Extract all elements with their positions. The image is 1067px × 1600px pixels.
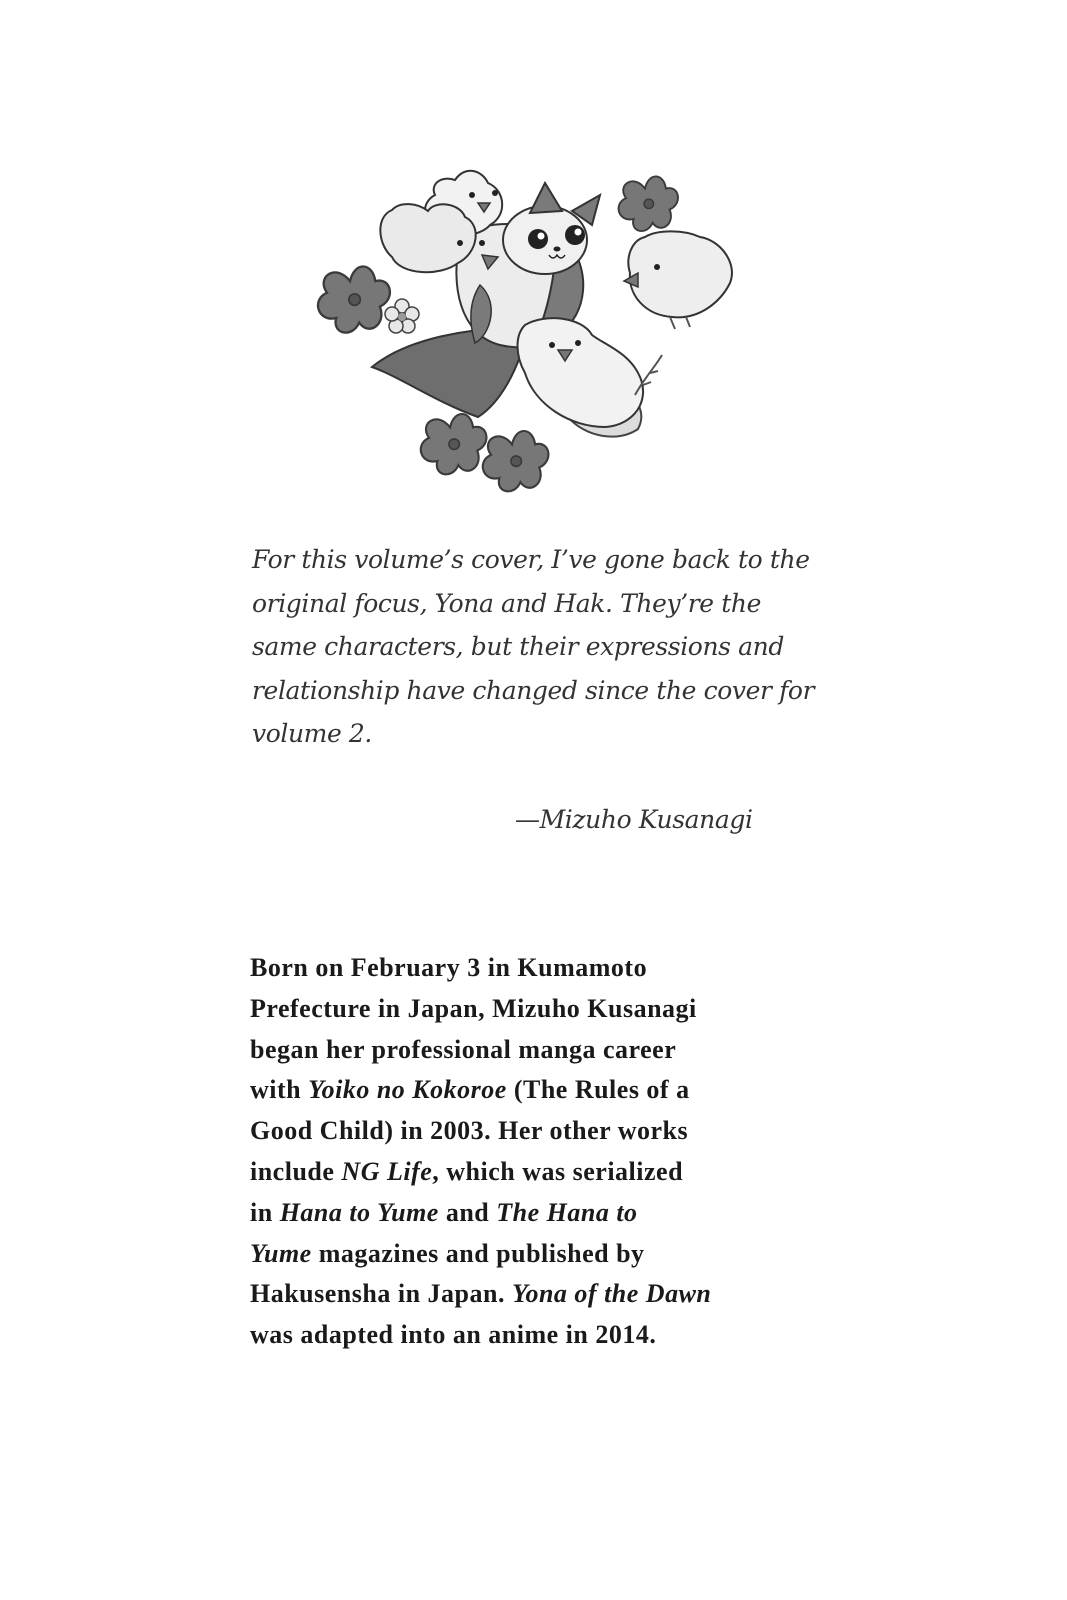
bio-line: began her professional manga career (250, 1034, 677, 1064)
bio-line: Hakusensha in Japan. Yona of the Dawn (250, 1279, 712, 1309)
author-signature: —Mizuho Kusanagi (515, 805, 753, 834)
chibi-animals-illustration (300, 145, 760, 500)
plum-blossom-icon (619, 176, 678, 231)
bio-line: Good Child) in 2003. Her other works (250, 1116, 689, 1146)
chick-character (624, 231, 732, 329)
note-line: relationship have changed since the cover for (252, 675, 815, 705)
magazine-title: Hana to Yume (279, 1197, 439, 1227)
note-line: volume 2. (252, 719, 372, 748)
magazine-title: The Hana to (496, 1197, 638, 1227)
author-note (252, 538, 815, 756)
note-line: same characters, but their expressions and (252, 632, 784, 661)
note-line: original focus, Yona and Hak. They’re the (252, 588, 761, 618)
bio-line: Yume magazines and published by (250, 1238, 645, 1268)
plum-blossom-icon (318, 267, 390, 333)
work-title: NG Life (341, 1156, 433, 1186)
bio-line: was adapted into an anime in 2014. (250, 1320, 657, 1350)
author-bio (250, 948, 810, 1356)
magazine-title: Yume (250, 1238, 312, 1268)
work-title: Yona of the Dawn (511, 1279, 712, 1309)
bio-line: Born on February 3 in Kumamoto (250, 953, 648, 982)
bio-line: include NG Life, which was serialized (250, 1156, 684, 1186)
work-title: Yoiko no Kokoroe (308, 1075, 507, 1105)
chick-character (518, 318, 644, 427)
small-flower-icon (385, 299, 419, 333)
plum-blossom-icon (421, 414, 487, 474)
note-line: For this volume’s cover, I’ve gone back to the (252, 545, 810, 574)
plum-blossom-icon (483, 431, 549, 491)
bio-line: Prefecture in Japan, Mizuho Kusanagi (250, 993, 697, 1023)
bio-line: in Hana to Yume and The Hana to (250, 1197, 638, 1227)
bio-line: with Yoiko no Kokoroe (The Rules of a (250, 1075, 690, 1105)
